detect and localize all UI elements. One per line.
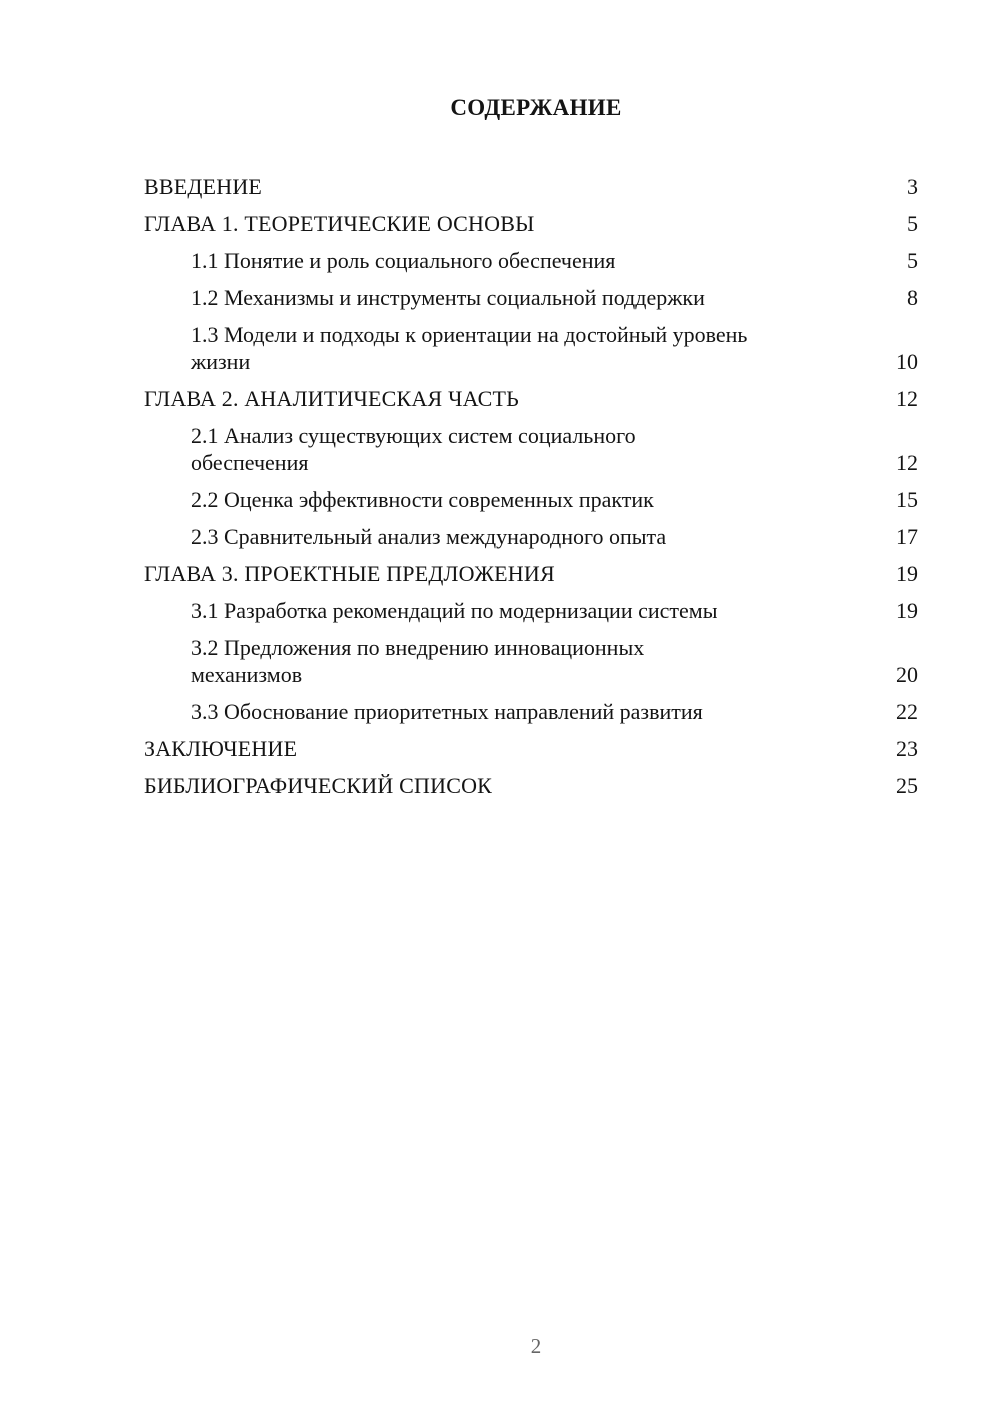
toc-entry-page: 3 (907, 174, 918, 199)
toc-entry-conclusion (144, 730, 918, 767)
toc-entry-label: ГЛАВА 2. АНАЛИТИЧЕСКАЯ ЧАСТЬ (144, 386, 519, 411)
toc-entry-label: 3.2 Предложения по внедрению инновационных механизмов (191, 635, 645, 687)
toc-entry-section-1-2 (144, 279, 918, 316)
table-of-contents (144, 168, 918, 804)
toc-entry-page: 5 (907, 211, 918, 236)
toc-entry-page: 22 (896, 699, 918, 724)
toc-entry-page: 19 (896, 598, 918, 623)
toc-entry-chapter-3 (144, 555, 918, 592)
toc-entry-label: ГЛАВА 3. ПРОЕКТНЫЕ ПРЕДЛОЖЕНИЯ (144, 561, 555, 586)
toc-entry-label: 2.1 Анализ существующих систем социального обеспечения (191, 423, 636, 475)
toc-entry-section-3-2 (144, 629, 918, 693)
toc-entry-section-3-3 (144, 693, 918, 730)
toc-entry-label: 1.2 Механизмы и инструменты социальной поддержки (191, 285, 705, 310)
toc-entry-section-2-1 (144, 417, 918, 481)
toc-entry-page: 19 (896, 561, 918, 586)
toc-entry-label: ЗАКЛЮЧЕНИЕ (144, 736, 298, 761)
toc-entry-bibliography (144, 767, 918, 804)
toc-entry-page: 15 (896, 487, 918, 512)
toc-entry-page: 8 (907, 285, 918, 310)
toc-title: СОДЕРЖАНИЕ (450, 95, 622, 120)
toc-entry-page: 25 (896, 773, 918, 798)
toc-entry-label: 1.1 Понятие и роль социального обеспечения (191, 248, 616, 273)
toc-entry-page: 12 (896, 386, 918, 411)
toc-entry-label: 3.3 Обоснование приоритетных направлений развития (191, 699, 703, 724)
toc-entry-section-3-1 (144, 592, 918, 629)
toc-entry-chapter-2 (144, 380, 918, 417)
toc-entry-label: ГЛАВА 1. ТЕОРЕТИЧЕСКИЕ ОСНОВЫ (144, 211, 535, 236)
toc-entry-chapter-1 (144, 205, 918, 242)
toc-entry-label: 2.3 Сравнительный анализ международного опыта (191, 524, 667, 549)
toc-entry-label: БИБЛИОГРАФИЧЕСКИЙ СПИСОК (144, 773, 493, 798)
toc-entry-page: 12 (896, 450, 918, 475)
toc-entry-introduction (144, 168, 918, 205)
page-number: 2 (530, 1334, 542, 1358)
toc-entry-page: 5 (907, 248, 918, 273)
toc-entry-label: 3.1 Разработка рекомендаций по модернизации системы (191, 598, 718, 623)
toc-entry-page: 20 (896, 662, 918, 687)
toc-entry-section-1-1 (144, 242, 918, 279)
toc-entry-section-1-3 (144, 316, 918, 380)
toc-entry-page: 17 (896, 524, 918, 549)
toc-entry-section-2-2 (144, 481, 918, 518)
toc-entry-label: 2.2 Оценка эффективности современных практик (191, 487, 654, 512)
toc-entry-section-2-3 (144, 518, 918, 555)
toc-entry-page: 10 (896, 349, 918, 374)
toc-entry-label: ВВЕДЕНИЕ (144, 174, 263, 199)
toc-entry-label: 1.3 Модели и подходы к ориентации на достойный уровень жизни (191, 322, 748, 374)
toc-entry-page: 23 (896, 736, 918, 761)
